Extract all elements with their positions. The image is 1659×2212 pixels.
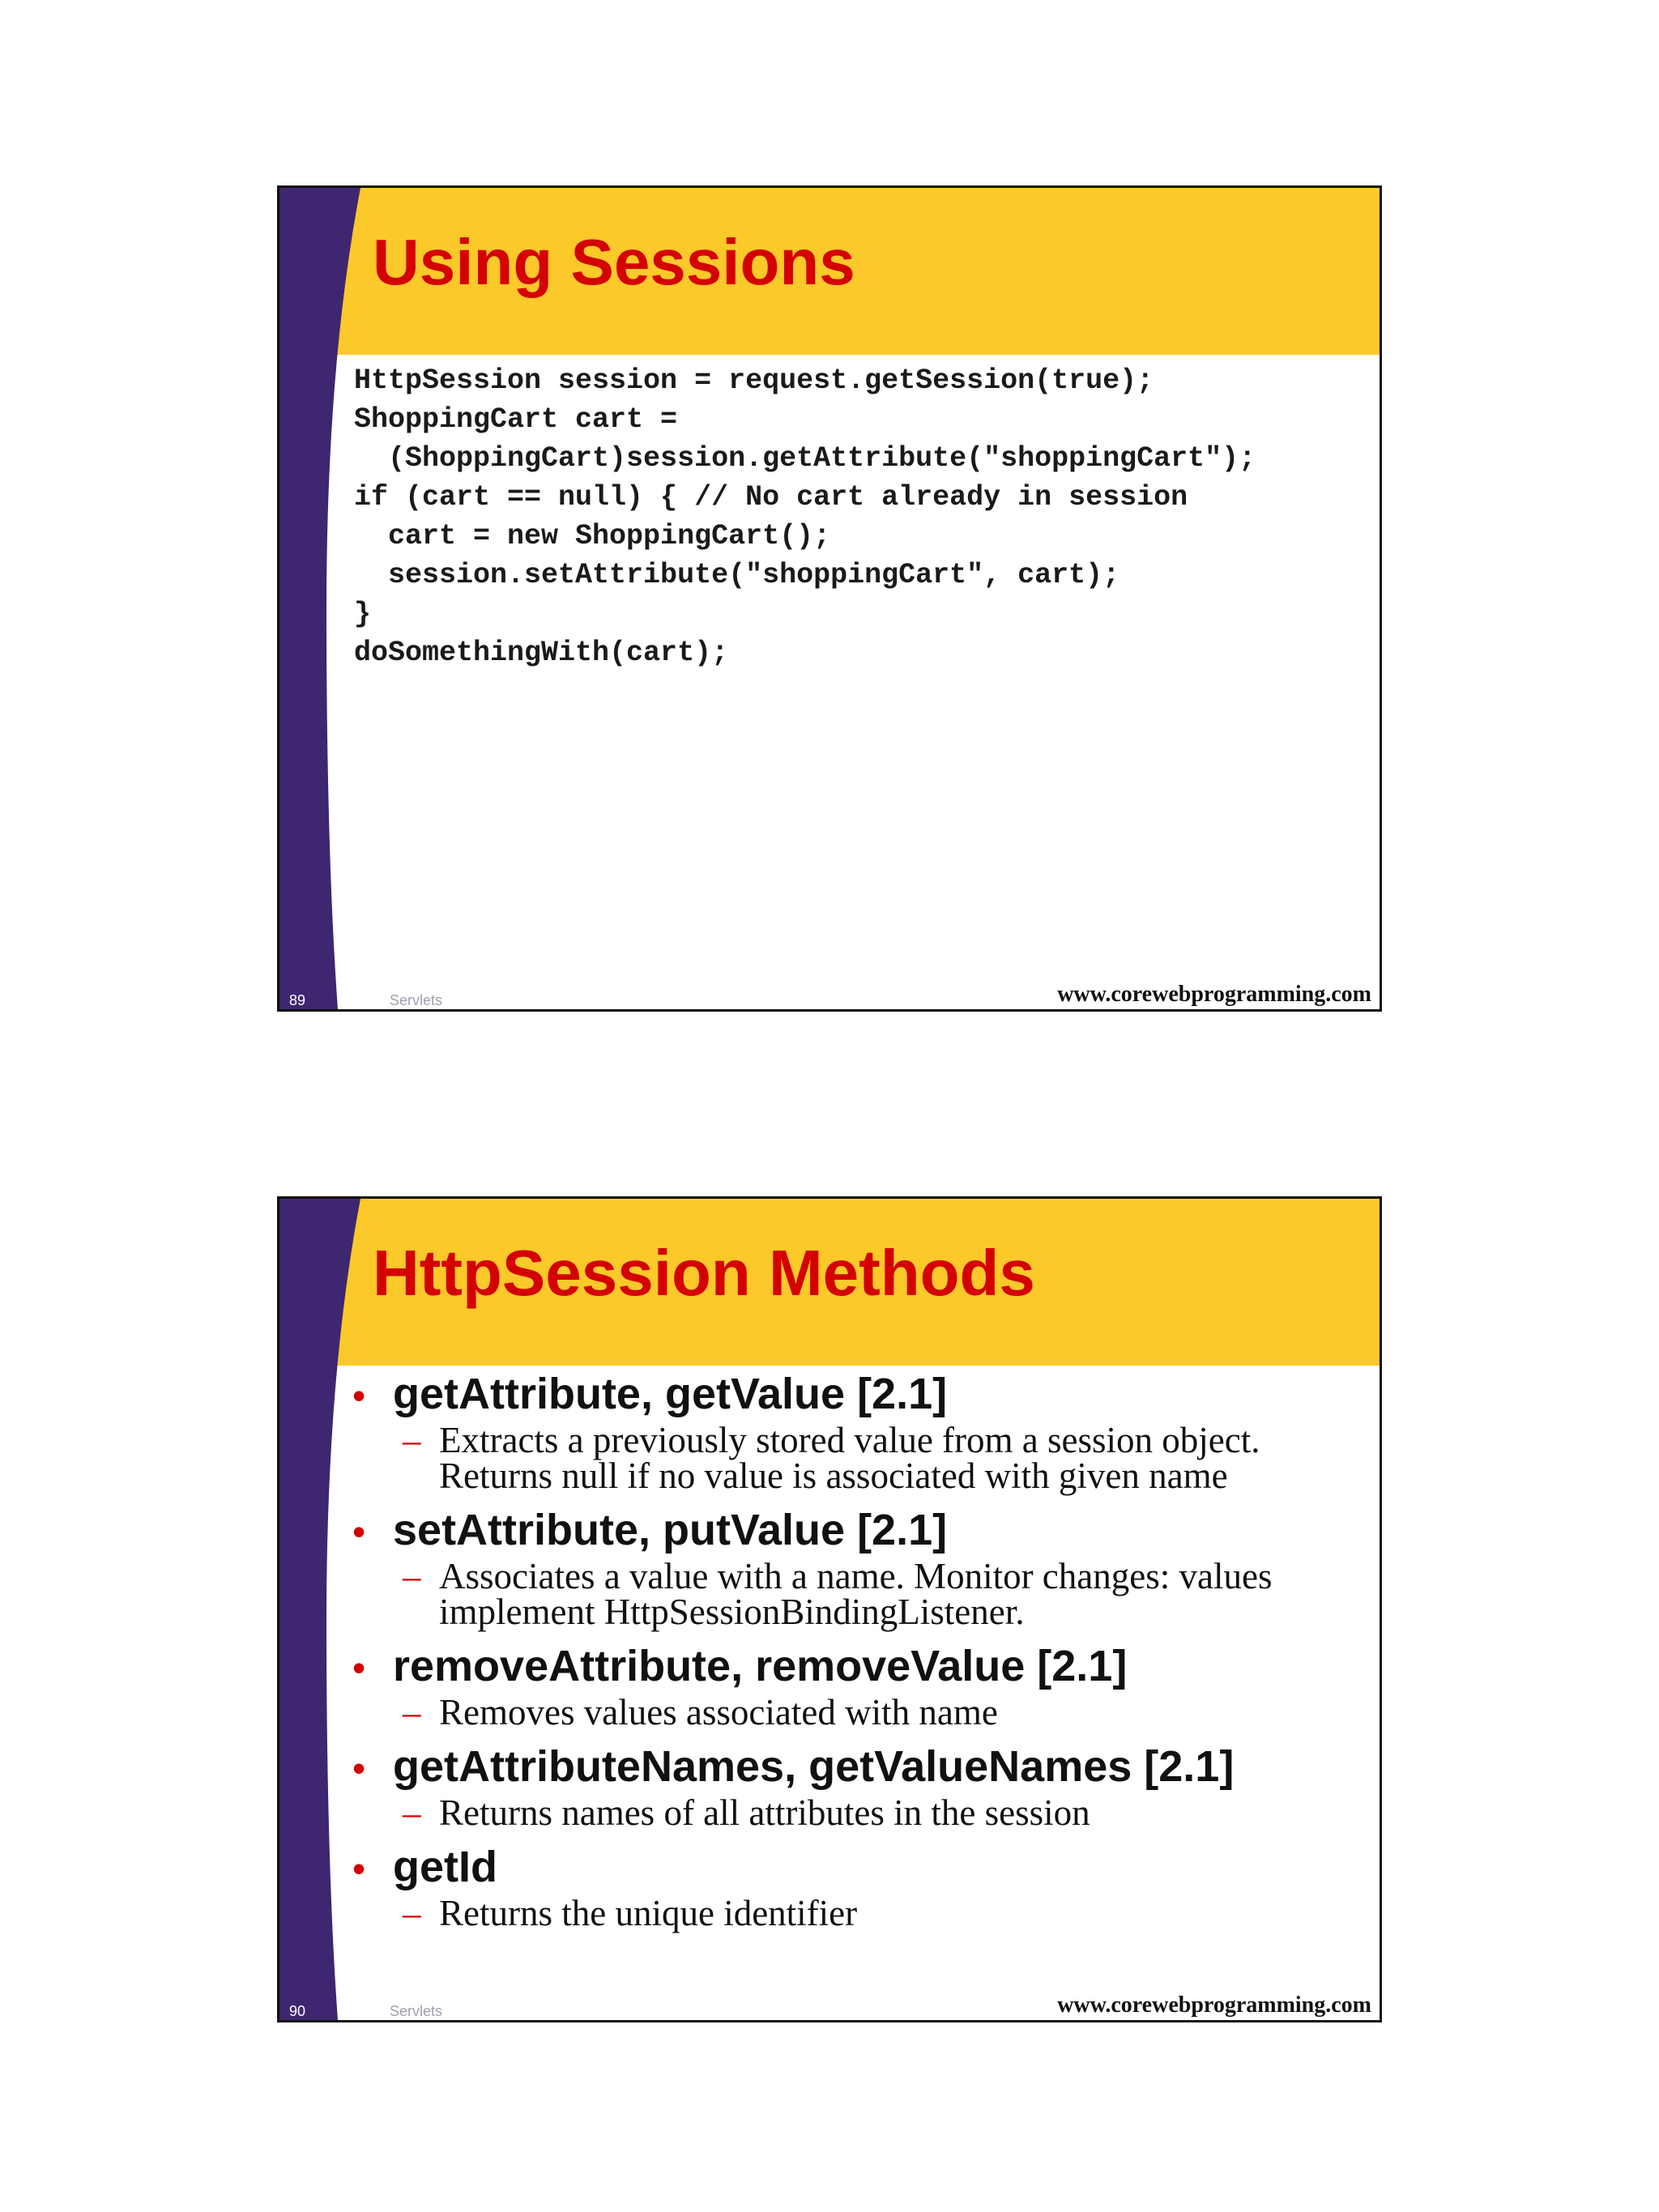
list-item xyxy=(352,1740,1373,1831)
bullet-text: getAttribute, getValue [2.1] xyxy=(393,1370,948,1418)
slide-title: Using Sessions xyxy=(373,226,855,298)
list-item xyxy=(352,1840,1373,1931)
dash-icon: – xyxy=(403,1420,421,1460)
footer-url: www.corewebprogramming.com xyxy=(1057,982,1371,1007)
slide-number: 90 xyxy=(289,2003,306,2019)
code-line: if (cart == null) { // No cart already in session xyxy=(354,481,1188,514)
list-item xyxy=(352,1367,1373,1494)
sub-bullet-text: Associates a value with a name. Monitor changes: values implement HttpSessionBindingListener. xyxy=(439,1556,1273,1632)
bullet-text: getAttributeNames, getValueNames [2.1] xyxy=(393,1742,1235,1791)
dash-icon: – xyxy=(403,1556,421,1596)
bullet-icon: • xyxy=(352,1647,366,1689)
slide-number: 89 xyxy=(289,992,306,1008)
bullet-icon: • xyxy=(352,1375,366,1417)
slide-httpsession-methods xyxy=(277,1196,1382,2022)
code-line: } xyxy=(354,598,372,630)
bullet-icon: • xyxy=(352,1747,366,1789)
dash-icon: – xyxy=(403,1792,421,1833)
dash-icon: – xyxy=(403,1692,421,1733)
code-line: cart = new ShoppingCart(); xyxy=(354,520,831,552)
code-line: (ShoppingCart)session.getAttribute("shoppingCart"); xyxy=(354,442,1256,475)
bullet-text: setAttribute, putValue [2.1] xyxy=(393,1506,948,1554)
sub-bullet-text: Returns the unique identifier xyxy=(439,1893,858,1933)
slide-title: HttpSession Methods xyxy=(373,1237,1035,1309)
dash-icon: – xyxy=(403,1893,421,1933)
bullet-list xyxy=(352,1367,1373,1941)
code-line: ShoppingCart cart = xyxy=(354,403,678,436)
footer-topic: Servlets xyxy=(390,2003,443,2019)
list-item xyxy=(352,1503,1373,1630)
code-line: session.setAttribute("shoppingCart", cart); xyxy=(354,559,1120,591)
sub-bullet-text: Removes values associated with name xyxy=(439,1692,998,1733)
sub-bullet-text: Returns names of all attributes in the session xyxy=(439,1792,1090,1833)
bullet-text: getId xyxy=(393,1843,497,1891)
footer-url: www.corewebprogramming.com xyxy=(1057,1993,1371,2018)
code-line: HttpSession session = request.getSession(true); xyxy=(354,364,1154,397)
slide-using-sessions xyxy=(277,185,1382,1012)
list-item xyxy=(352,1639,1373,1733)
bullet-icon: • xyxy=(352,1848,366,1890)
bullet-icon: • xyxy=(352,1511,366,1553)
footer-topic: Servlets xyxy=(390,992,443,1008)
sub-bullet-text: Extracts a previously stored value from a session object. Returns null if no value is associated with given name xyxy=(439,1420,1260,1496)
bullet-text: removeAttribute, removeValue [2.1] xyxy=(393,1642,1128,1690)
code-block xyxy=(354,361,1256,672)
code-line: doSomethingWith(cart); xyxy=(354,637,729,669)
